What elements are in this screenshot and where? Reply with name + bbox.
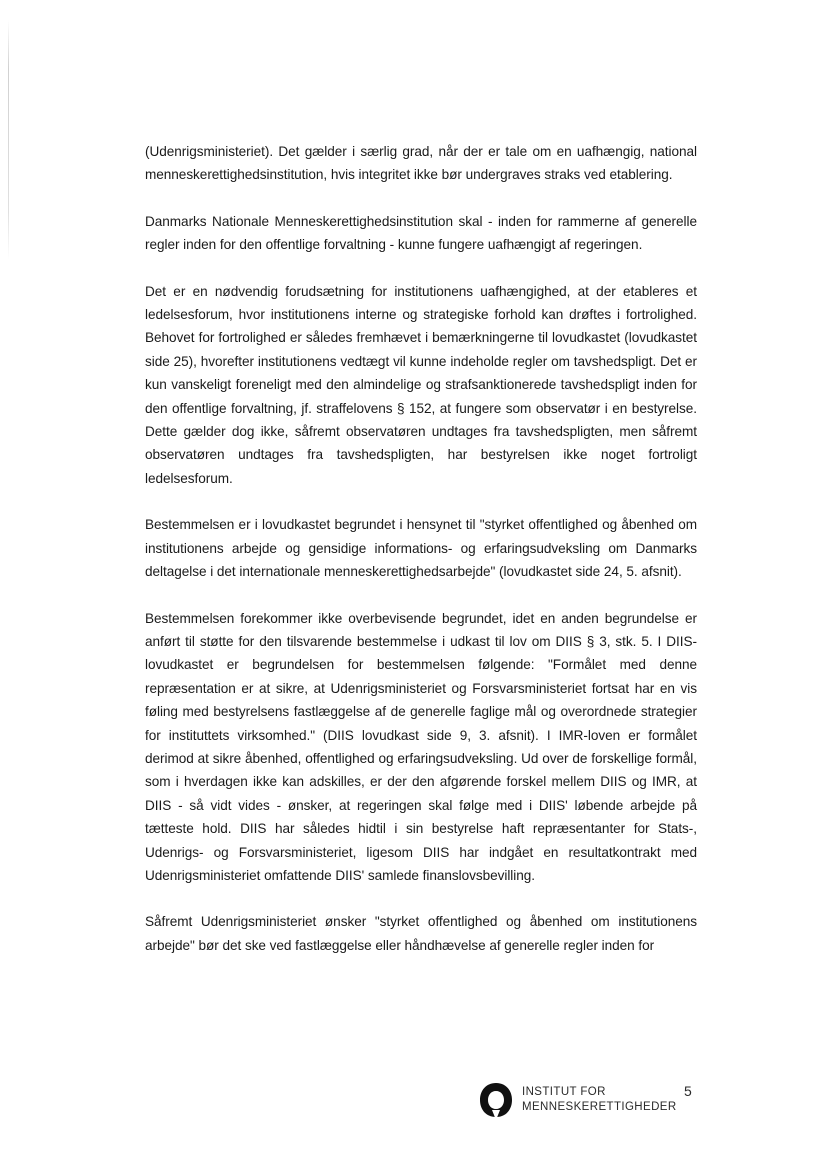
paragraph-2: Danmarks Nationale Menneskerettighedsinstitution skal - inden for rammerne af generelle regler inden for den offentlige forvaltning - kunne fungere uafhængigt af regeringen.: [145, 213, 697, 253]
document-body: [145, 140, 697, 980]
paragraph-3: Det er en nødvendig forudsætning for institutionens uafhængighed, at der etableres et ledelsesforum, hvor institutionens interne og strategiske forhold kan drøftes i fortrolighed. Behovet for fortrolighed er således fremhævet i bemærkningerne til lovudkastet (lovudkastet side 25), hvorefter institutionens vedtægt vil kunne indeholde regler om tavshedspligt. Det er kun vanskeligt foreneligt med den almindelige og strafsanktionerede tavshedspligt inden for den offentlige forvaltning, jf. straffelovens § 152, at fungere som observatør i en bestyrelse. Dette gælder dog ikke, såfremt observatøren undtages fra tavshedspligten, men såfremt observatøren undtages fra tavshedspligten, har bestyrelsen ikke noget fortroligt ledelsesforum.: [145, 283, 697, 486]
paragraph-6: Såfremt Udenrigsministeriet ønsker "styrket offentlighed og åbenhed om institutionens arbejde" bør det ske ved fastlæggelse eller håndhævelse af generelle regler inden for: [145, 914, 697, 953]
scan-edge-mark: [8, 20, 9, 260]
page-number: 5: [684, 1083, 692, 1099]
paragraph-1: (Udenrigsministeriet). Det gælder i særlig grad, når der er tale om en uafhængig, national menneskerettighedsinstitution, hvis integritet ikke bør undergraves straks ved etablering.: [145, 144, 697, 183]
paragraph-4: Bestemmelsen er i lovudkastet begrundet i hensynet til "styrket offentlighed og åbenhed om institutionens arbejde og gensidige informations- og erfaringsudveksling om Danmarks deltagelse i det internationale menneskerettighedsarbejde" (lovudkastet side 24, 5. afsnit).: [145, 517, 697, 580]
institute-ring-logo-icon: [478, 1080, 514, 1120]
logo-line-2: MENNESKERETTIGHEDER: [522, 1101, 677, 1113]
logo-wordmark: [522, 1085, 677, 1115]
logo-line-1: INSTITUT FOR: [522, 1086, 606, 1098]
paragraph-5: Bestemmelsen forekommer ikke overbevisende begrundet, idet en anden begrundelse er anført til støtte for den tilsvarende bestemmelse i udkast til lov om DIIS § 3, stk. 5. I DIIS-lovudkastet er begrundelsen for bestemmelsen følgende: "Formålet med denne repræsentation er at sikre, at Udenrigsministeriet og Forsvarsministeriet fortsat har en vis føling med bestyrelsens fastlæggelse af de generelle faglige mål og overordnede strategier for instituttets virksomhed." (DIIS lovudkast side 9, 3. afsnit). I IMR-loven er formålet derimod at sikre åbenhed, offentlighed og erfaringsudveksling. Ud over de forskellige formål, som i hverdagen ikke kan adskilles, er der den afgørende forskel mellem DIIS og IMR, at DIIS - så vidt vides - ønsker, at regeringen skal følge med i DIIS' løbende arbejde på tætteste hold. DIIS har således hidtil i sin bestyrelse haft repræsentanter for Stats-, Udenrigs- og Forsvarsministeriet, ligesom DIIS har indgået en resultatkontrakt med Udenrigsministeriet omfattende DIIS' samlede finanslovsbevilling.: [145, 610, 697, 883]
institute-logo: [478, 1080, 677, 1120]
